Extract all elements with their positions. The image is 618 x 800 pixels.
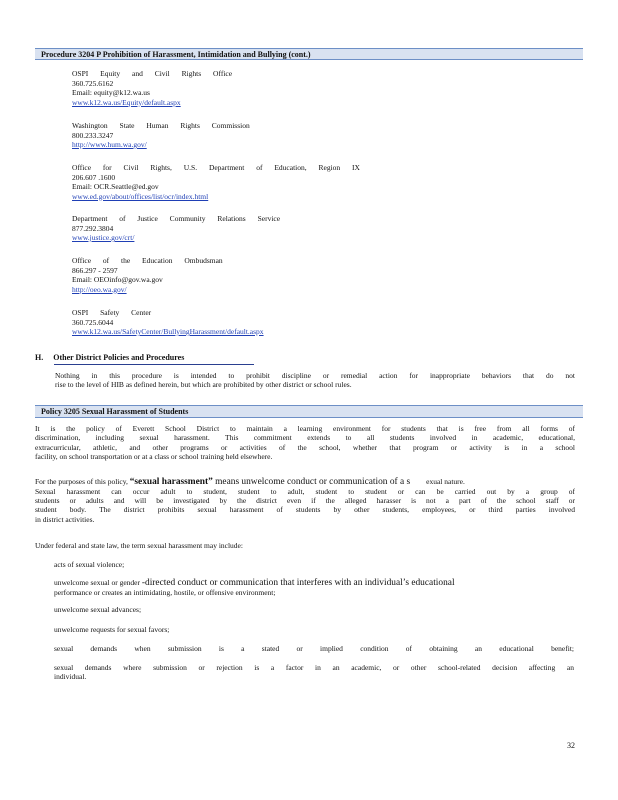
- section-letter: H.: [35, 353, 44, 362]
- contact-name: Office of the Education Ombudsman: [72, 256, 223, 265]
- text-line: student body. The district prohibits sexual harassment of students by other students, employees, or third parties involved: [35, 505, 575, 515]
- contact-email: Email: OEOinfo@gov.wa.gov: [72, 275, 163, 284]
- text-line: performance or creates an intimidating, hostile, or offensive environment;: [54, 587, 276, 597]
- definition-paragraph: [35, 477, 575, 524]
- page-number: 32: [567, 741, 575, 750]
- contact-phone: 877.292.3804: [72, 223, 114, 233]
- definition-first-line: [35, 477, 575, 487]
- text-line: facility, on school transportation or at a class or school training held elsewhere.: [35, 452, 273, 462]
- text-line: Under federal and state law, the term sexual harassment may include:: [35, 541, 243, 550]
- text-line: students or adults and will be investigated by the district even if the alleged harasser is not a part of the school staff or: [35, 495, 575, 505]
- text-line: rise to the level of HIB as defined herein, but which are prohibited by other district or school rules.: [55, 380, 352, 390]
- text-line: Sexual harassment can occur adult to student, student to adult, student to student or can be carried out by a group of: [35, 486, 575, 496]
- section-h-paragraph: [55, 371, 575, 390]
- policy-header-bar: Policy 3205 Sexual Harassment of Students: [35, 405, 583, 418]
- contact-name: Department of Justice Community Relations Service: [72, 214, 281, 223]
- definition-text: means unwelcome conduct or communication of a s: [212, 477, 411, 487]
- section-heading-underline: [54, 364, 254, 365]
- defined-term: “sexual harassment”: [129, 477, 213, 487]
- definition-lead: For the purposes of this policy,: [35, 477, 130, 486]
- section-title: Other District Policies and Procedures: [53, 353, 185, 362]
- text-line: unwelcome sexual advances;: [54, 605, 142, 614]
- item-text: -directed conduct or communication that interferes with an individual’s educational: [141, 578, 455, 588]
- text-line: extracurricular, athletic, and other programs or activities of the school, whether that program or activity is in a school: [35, 442, 575, 452]
- text-line: unwelcome requests for sexual favors;: [54, 625, 170, 634]
- law-intro: [35, 541, 575, 550]
- contact-link[interactable]: www.ed.gov/about/offices/list/ocr/index.html: [72, 191, 209, 201]
- contact-name: Office for Civil Rights, U.S. Department of Education, Region IX: [72, 163, 360, 172]
- contact-link[interactable]: www.justice.gov/crt/: [72, 233, 135, 242]
- policy-intro-paragraph: [35, 424, 575, 462]
- contact-name: OSPI Equity and Civil Rights Office: [72, 69, 233, 78]
- contact-phone: 206.607 .1600: [72, 172, 116, 182]
- contact-phone: 360.725.6044: [72, 317, 114, 327]
- text-line: acts of sexual violence;: [54, 560, 125, 569]
- text-line: discrimination, including sexual harassment. This commitment extends to all students involved in academic, educational,: [35, 433, 575, 443]
- definition-end: exual nature.: [426, 477, 465, 486]
- section-h-heading: [35, 353, 184, 362]
- contact-link[interactable]: www.k12.wa.us/Equity/default.aspx: [72, 97, 181, 107]
- text-line: sexual demands when submission is a stated or implied condition of obtaining an educational benefit;: [54, 644, 574, 653]
- text-line: sexual demands where submission or rejection is a factor in an academic, or other school-related decision affecting an: [54, 663, 574, 672]
- contact-phone: 360.725.6162: [72, 78, 114, 88]
- contact-name: Washington State Human Rights Commission: [72, 121, 250, 130]
- text-line: Nothing in this procedure is intended to prohibit discipline or remedial action for inappropriate behaviors that do not: [55, 371, 575, 380]
- text-line: It is the policy of Everett School District to maintain a learning environment for students that is free from all forms of: [35, 424, 575, 433]
- contact-phone: 866.297 - 2597: [72, 265, 118, 275]
- item-lead: unwelcome sexual or gender: [54, 578, 142, 587]
- contact-link[interactable]: http://oeo.wa.gov/: [72, 284, 127, 294]
- contact-link[interactable]: http://www.hum.wa.gov/: [72, 140, 147, 149]
- procedure-header-bar: Procedure 3204 P Prohibition of Harassment, Intimidation and Bullying (cont.): [35, 48, 583, 60]
- contact-email: Email: equity@k12.wa.us: [72, 88, 150, 97]
- contact-link[interactable]: www.k12.wa.us/SafetyCenter/BullyingHarassment/default.aspx: [72, 327, 264, 336]
- contact-name: OSPI Safety Center: [72, 308, 152, 317]
- contact-email: Email: OCR.Seattle@ed.gov: [72, 182, 159, 191]
- text-line: [54, 578, 574, 588]
- contact-phone: 800.233.3247: [72, 130, 114, 140]
- text-line: individual.: [54, 672, 87, 682]
- text-line: in district activities.: [35, 514, 95, 524]
